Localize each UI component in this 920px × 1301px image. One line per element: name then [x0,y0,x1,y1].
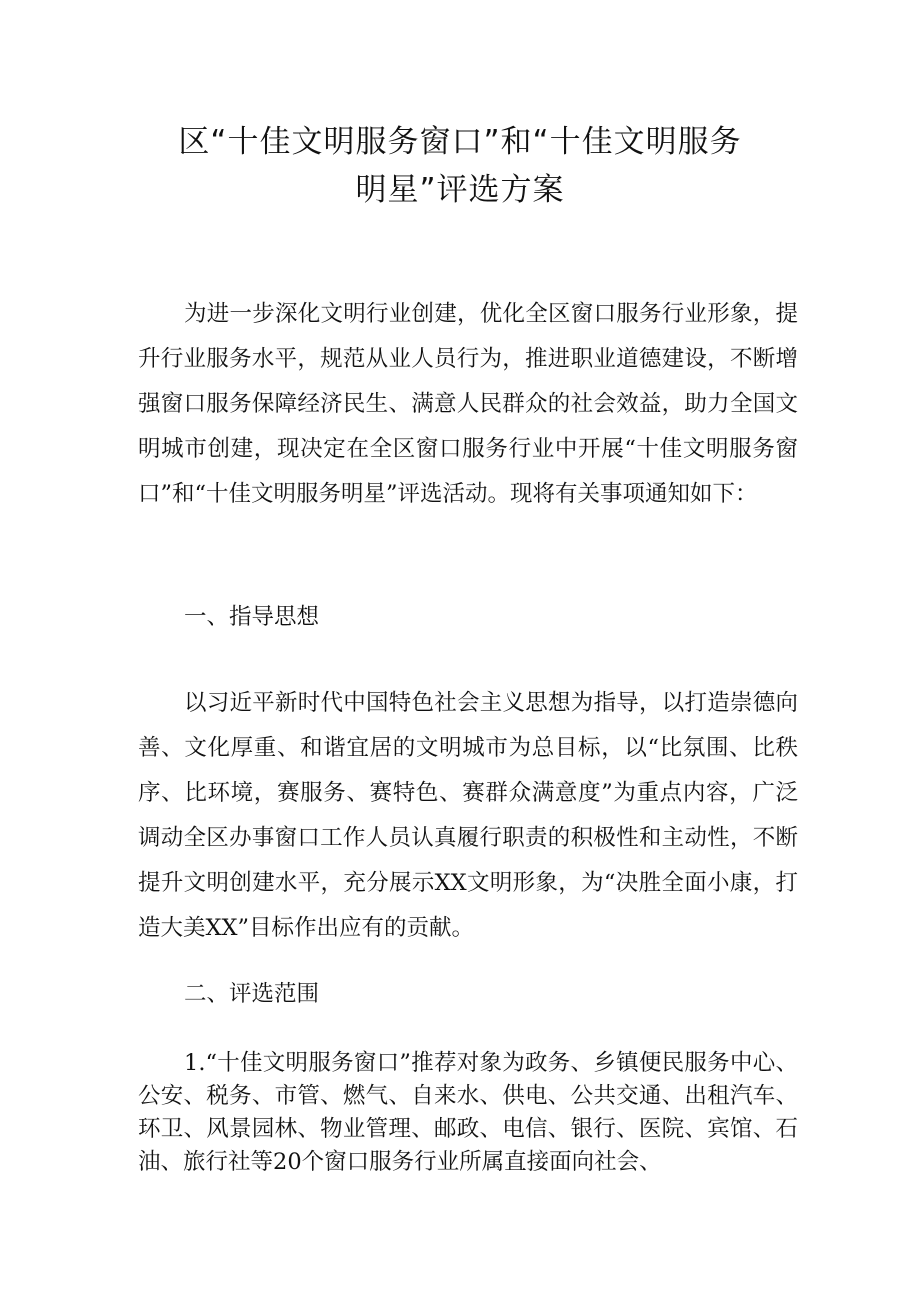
section-heading-guiding-ideology: 一、指导思想 [184,604,320,630]
document-title-line-1: 区“十佳文明服务窗口”和“十佳文明服务 [178,124,742,160]
guiding-ideology-paragraph: 以习近平新时代中国特色社会主义思想为指导，以打造崇德向善、文化厚重、和谐宜居的文明城市为总目标，以“比氛围、比秩序、比环境，赛服务、赛特色、赛群众满意度”为重点内容，广泛调动全区办事窗口工作人员认真履行职责的积极性和主动性，不断提升文明创建水平，充分展示XX文明形象，为“决胜全面小康，打造大美XX”目标作出应有的贡献。 [138,690,798,941]
selection-scope-item-1: 1.“十佳文明服务窗口”推荐对象为政务、乡镇便民服务中心、公安、税务、市管、燃气、自来水、供电、公共交通、出租汽车、环卫、风景园林、物业管理、邮政、电信、银行、医院、宾馆、石油、旅行社等20个窗口服务行业所属直接面向社会、 [138,1050,798,1175]
intro-paragraph: 为进一步深化文明行业创建，优化全区窗口服务行业形象，提升行业服务水平，规范从业人员行为，推进职业道德建设，不断增强窗口服务保障经济民生、满意人民群众的社会效益，助力全国文明城市创建，现决定在全区窗口服务行业中开展“十佳文明服务窗口”和“十佳文明服务明星”评选活动。现将有关事项通知如下： [138,301,798,507]
document-title-line-2: 明星”评选方案 [355,172,565,208]
section-heading-selection-scope: 二、评选范围 [184,981,320,1007]
